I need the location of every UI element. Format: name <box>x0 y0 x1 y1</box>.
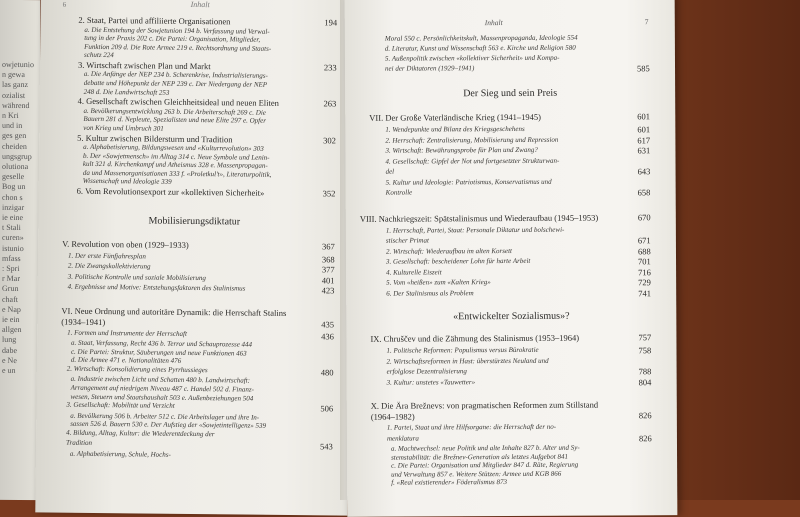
toc-page-number: 352 <box>322 188 336 199</box>
adjacent-page-edge <box>0 0 40 500</box>
chapter-title-cont: (1964–1982) <box>370 411 415 422</box>
toc-page-number: 601 <box>637 124 651 135</box>
adjacent-page-text-fragment: Grun <box>2 284 19 294</box>
toc-page-number: 617 <box>637 134 651 145</box>
toc-entry: 5. Vom «heißen» zum «Kalten Krieg» <box>386 278 491 287</box>
toc-entry: Kontrolle <box>385 188 413 197</box>
toc-page-number: 716 <box>638 266 651 277</box>
chapter-page-number: 826 <box>638 410 652 421</box>
adjacent-page-text-fragment: ungsgrup <box>2 151 32 161</box>
toc-page-number: 480 <box>320 367 334 378</box>
left-book-page <box>35 0 352 516</box>
toc-entry: 1. Politische Reformen: Populismus versus Bürokratie <box>386 345 539 355</box>
toc-entry: 2. Wirtschaftsreformen in Hast: überstürztes Neuland und <box>386 356 549 366</box>
chapter-page-number: 435 <box>321 318 335 329</box>
toc-entry: 3. Wirtschaft zwischen Plan und Markt <box>77 59 211 72</box>
toc-entry: nei der Diktatoren (1929–1941) <box>384 64 475 73</box>
toc-entry: 2. Wirtschaft: Konsolidierung eines Pyrrhussieges <box>66 364 208 374</box>
toc-entry: a. Industrie zwischen Licht und Schatten 480 b. Landwirtschaft: <box>70 375 250 385</box>
adjacent-page-text-fragment: allgen <box>2 325 22 335</box>
toc-entry: c. Die Partei: Organisation und Mitglieder 847 d. Räte, Regierung <box>391 460 579 470</box>
toc-page-number: 377 <box>321 264 335 275</box>
toc-entry: 4. Gesellschaft zwischen Gleichheitsideal und neuen Eliten <box>77 95 279 109</box>
toc-entry: 3. Kultur: unstetes «Tauwetter» <box>386 377 476 387</box>
adjacent-page-text-fragment: und in <box>2 121 23 131</box>
toc-page-number: 671 <box>637 235 651 246</box>
toc-entry: 2. Herrschaft: Zentralisierung, Mobilisierung und Repression <box>385 135 559 145</box>
toc-page-number: 688 <box>637 245 651 256</box>
toc-page-number: 233 <box>323 62 337 73</box>
adjacent-page-text-fragment: ie eine <box>2 212 24 223</box>
toc-entry: Moral 550 c. Persönlichkeitskult, Massenpropaganda, Ideologie 554 <box>384 33 578 43</box>
toc-entry: Arrangement auf niedrigem Niveau 487 c. Handel 502 d. Finanz- <box>70 383 254 394</box>
chapter-title: VIII. Nachkriegszeit: Spätstalinismus und Wiederaufbau (1945–1953) <box>359 212 599 224</box>
right-book-page <box>345 0 678 517</box>
toc-page-number: 585 <box>636 63 650 74</box>
toc-entry: 1. Partei, Staat und ihre Hilfsorgane: die Herrschaft der no- <box>386 422 557 432</box>
toc-page-number: 758 <box>638 345 652 356</box>
chapter-title: VI. Neue Ordnung und autoritäre Dynamik: die Herrschaft Stalins <box>61 305 287 318</box>
toc-entry: a. Alphabetisierung, Schule, Hochs- <box>69 449 171 459</box>
toc-page-number: 643 <box>637 166 651 177</box>
part-title: Mobilisierungsdiktatur <box>148 215 241 227</box>
chapter-page-number: 367 <box>322 240 335 251</box>
adjacent-page-text-fragment: mfass <box>2 253 21 263</box>
adjacent-page-text-fragment: dabe <box>2 345 18 355</box>
toc-entry: erfolglose Dezentralisierung <box>386 367 467 376</box>
toc-page-number: 436 <box>321 330 334 341</box>
toc-entry: Funktion 209 d. Die Rote Armee 219 e. Rechtsordnung und Staats- <box>84 42 272 53</box>
chapter-page-number: 757 <box>638 332 652 343</box>
toc-page-number: 804 <box>638 376 652 387</box>
toc-page-number: 506 <box>320 403 334 414</box>
toc-entry: kult 321 d. Kirchenkampf und Atheismus 328 e. Massenpropagan- <box>82 160 268 170</box>
adjacent-page-text-fragment: t Stali <box>2 223 21 233</box>
toc-entry: a. Die Entstehung der Sowjetunion 194 b. Verfassung und Verwal- <box>84 25 270 36</box>
toc-entry: von Krieg und Umbruch 301 <box>83 123 164 133</box>
adjacent-page-text-fragment: chon s <box>2 192 23 202</box>
adjacent-page-text-fragment: las ganz <box>2 80 28 90</box>
adjacent-page-text-fragment: olutiona <box>2 161 29 172</box>
toc-entry: 6. Vom Revolutionsexport zur «kollektiven Sicherheit» <box>76 185 265 198</box>
adjacent-page-text-fragment: Bog un <box>2 182 26 192</box>
toc-entry: 248 d. Die Landwirtschaft 253 <box>83 87 170 97</box>
toc-entry: Tradition <box>65 438 93 448</box>
chapter-title: VII. Der Große Vaterländische Krieg (1941–1945) <box>369 111 541 123</box>
adjacent-page-text-fragment: chaft <box>2 294 18 304</box>
toc-entry: 1. Wendepunkte und Bilanz des Kriegsgeschehens <box>385 124 525 134</box>
adjacent-page-text-fragment: : Spri <box>2 263 20 273</box>
toc-entry: menklatura <box>386 433 419 443</box>
toc-entry: d. Literatur, Kunst und Wissenschaft 563 e. Kirche und Religion 580 <box>384 43 576 53</box>
toc-entry: Wissenschaft und Ideologie 339 <box>82 177 172 187</box>
toc-entry: 1. Herrschaft, Partei, Staat: Personale Diktatur und bolschewi- <box>385 225 565 235</box>
toc-page-number: 658 <box>637 187 651 198</box>
toc-entry: 3. Politische Kontrolle und soziale Mobilisierung <box>67 272 206 282</box>
adjacent-page-text-fragment: ges gen <box>2 131 27 141</box>
toc-page-number: 741 <box>638 287 651 298</box>
part-title: «Entwickelter Sozialismus»? <box>453 310 570 323</box>
toc-entry: sassen 526 d. Bauern 530 e. Der Aufstieg der «Sowjetintelligenz» 539 <box>70 419 267 430</box>
adjacent-page-text-fragment: e un <box>2 365 16 375</box>
part-title: Der Sieg und sein Preis <box>463 87 558 100</box>
toc-page-number: 631 <box>637 145 651 156</box>
toc-entry: und Verwaltung 857 e. Weitere Stützen: Armee und KGB 866 <box>391 469 562 479</box>
toc-entry: 1. Formen und Instrumente der Herrschaft <box>67 328 187 338</box>
toc-page-number: 401 <box>321 274 335 285</box>
chapter-title-cont: (1934–1941) <box>61 316 106 327</box>
running-header-left: Inhalt <box>190 0 210 10</box>
toc-page-number: 826 <box>638 432 652 443</box>
page-number-left: 6 <box>62 0 67 9</box>
toc-entry: a. Bevölkerungsentwicklung 263 b. Die Arbeiterschaft 269 c. Die <box>83 106 266 117</box>
toc-entry: 4. Bildung, Alltag, Kultur: die Wiederentdeckung der <box>66 428 215 439</box>
toc-entry: 2. Die Zwangskollektivierung <box>67 261 151 271</box>
toc-entry: d. Die Armee 471 e. Nationalitäten 476 <box>70 355 182 366</box>
toc-entry: b. Der «Sowjetmensch» im Alltag 314 c. Neue Symbole und Lenin- <box>82 151 270 162</box>
adjacent-page-text-fragment: e Nap <box>2 304 21 314</box>
chapter-title: IX. Chruščev und die Zähmung des Stalinismus (1953–1964) <box>370 332 580 344</box>
toc-entry: 5. Kultur und Ideologie: Patriotismus, Konservatismus und <box>385 177 552 187</box>
toc-entry: del <box>385 167 395 176</box>
chapter-title: V. Revolution von oben (1929–1933) <box>62 238 189 250</box>
toc-entry: 1. Der erste Fünfjahresplan <box>67 251 146 260</box>
adjacent-page-text-fragment: ozialist <box>2 90 26 100</box>
toc-entry: c. Die Partei: Struktur, Säuberungen und neue Funktionen 463 <box>70 347 247 358</box>
toc-entry: wesen, Steuern und Staatshaushalt 503 e. Außenbeziehungen 504 <box>70 392 254 403</box>
toc-entry: a. Machtwechsel: neue Politik und alte Inhalte 827 b. Alter und Sy- <box>390 443 580 453</box>
adjacent-page-text-fragment: istunio <box>2 243 24 253</box>
toc-page-number: 302 <box>323 134 337 145</box>
toc-entry: da und Massenorganisationen 333 f. «Proletkul't», Literaturpolitik, <box>82 168 272 179</box>
chapter-page-number: 670 <box>637 211 651 222</box>
toc-entry: schutz 224 <box>84 51 114 60</box>
adjacent-page-text-fragment: cheiden <box>2 141 27 151</box>
page-number-right: 7 <box>644 17 649 27</box>
toc-entry: 5. Kultur zwischen Bildersturm und Tradition <box>77 132 233 144</box>
toc-entry: 3. Gesellschaft: bescheidener Lohn für harte Arbeit <box>386 256 531 266</box>
toc-entry: debatte und Höhepunkt der NEP 239 c. Der Niedergang der NEP <box>83 78 268 89</box>
toc-entry: stemstabilität: die Brežnev-Generation als letztes Aufgebot 841 <box>391 452 568 462</box>
toc-entry: Bauern 281 d. Nepleute, Spezialisten und neue Elite 297 e. Opfer <box>83 115 266 126</box>
adjacent-page-text-fragment: n Kri <box>2 110 19 120</box>
toc-entry: stischer Primat <box>385 236 429 245</box>
adjacent-page-text-fragment: geselle <box>2 172 25 182</box>
toc-entry: 4. Kulturelle Eiszeit <box>386 267 442 277</box>
adjacent-page-text-fragment: curen» <box>2 233 24 243</box>
toc-page-number: 263 <box>323 98 337 109</box>
toc-entry: tung in der Praxis 202 c. Die Partei: Organisation, Mitglieder, <box>84 33 261 44</box>
adjacent-page-text-fragment: während <box>2 100 30 110</box>
chapter-page-number: 601 <box>637 111 651 122</box>
running-header-right: Inhalt <box>484 18 503 28</box>
toc-entry: 4. Ergebnisse und Motive: Entstehungsfaktoren des Stalinismus <box>67 282 246 293</box>
toc-entry: 2. Staat, Partei und affiliierte Organisationen <box>78 14 231 27</box>
adjacent-page-text-fragment: r Mar <box>2 274 20 284</box>
adjacent-page-text-fragment: inzigar <box>2 202 25 212</box>
toc-page-number: 543 <box>319 441 333 452</box>
adjacent-page-text-fragment: e Ne <box>2 355 17 365</box>
toc-entry: 3. Wirtschaft: Bewährungsprobe für Plan und Zwang? <box>385 145 538 155</box>
chapter-title: X. Die Ära Brežnevs: von pragmatischen Reformen zum Stillstand <box>370 399 599 411</box>
toc-entry: 5. Außenpolitik zwischen «kollektiver Sicherheit» und Kompa- <box>384 53 560 63</box>
toc-page-number: 194 <box>324 17 338 28</box>
toc-entry: a. Die Anfänge der NEP 234 b. Scherenkrise, Industrialisierungs- <box>83 70 268 81</box>
adjacent-page-text-fragment: lung <box>2 335 17 345</box>
adjacent-page-text-fragment: ie ein <box>2 314 20 324</box>
toc-entry: 4. Gesellschaft: Gipfel der Not und fortgesetzter Strukturwan- <box>385 156 560 166</box>
toc-entry: a. Bevölkerung 506 b. Arbeiter 512 c. Die Arbeitslager und ihre In- <box>70 411 260 422</box>
toc-entry: a. Staat, Verfassung, Recht 436 b. Terror und Schauprozesse 444 <box>71 338 253 349</box>
toc-entry: f. «Real existierender» Föderalismus 873 <box>391 478 508 488</box>
adjacent-page-text-fragment: owjetunio <box>2 59 34 70</box>
toc-entry: 2. Wirtschaft: Wiederaufbau im alten Korsett <box>385 246 512 256</box>
toc-page-number: 729 <box>638 277 651 288</box>
toc-entry: a. Alphabetisierung, Bildungswesen und «Kulturrevolution» 303 <box>83 142 264 153</box>
adjacent-page-text-fragment: n gewa <box>2 70 25 80</box>
toc-page-number: 788 <box>638 366 652 377</box>
toc-page-number: 423 <box>321 285 335 296</box>
toc-page-number: 701 <box>638 256 651 267</box>
toc-page-number: 368 <box>321 253 335 264</box>
toc-entry: 3. Gesellschaft: Mobilität und Verzicht <box>66 400 175 410</box>
toc-entry: 6. Der Stalinismus als Problem <box>386 288 474 298</box>
